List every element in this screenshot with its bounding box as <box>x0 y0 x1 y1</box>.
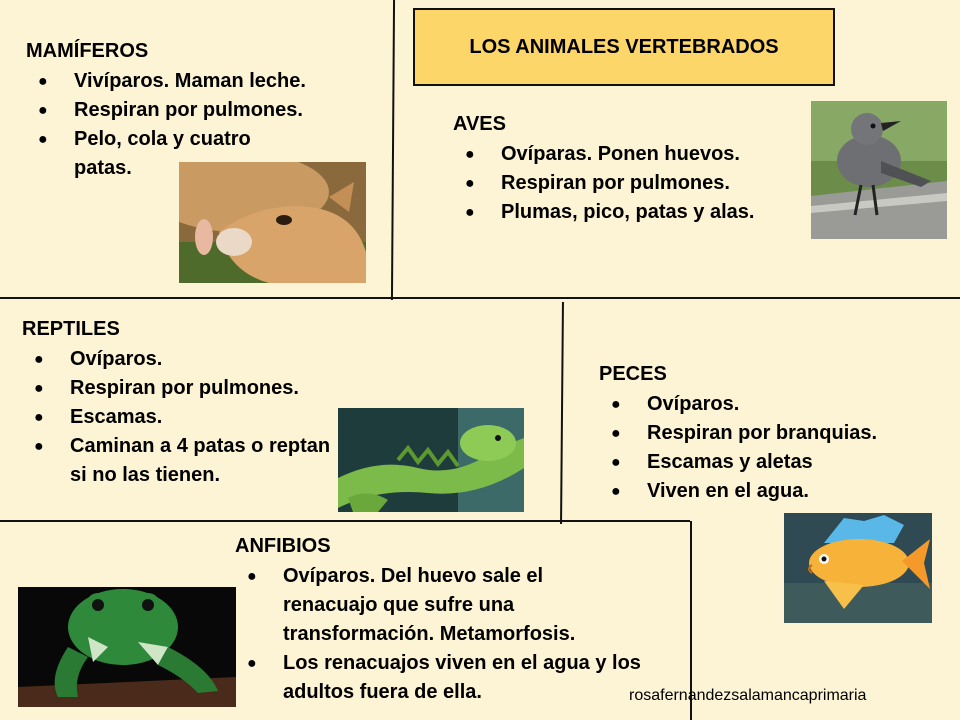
list-item: ● Respiran por branquias. <box>599 419 959 448</box>
list-item: ● Plumas, pico, patas y alas. <box>453 198 833 227</box>
section-reptiles <box>22 317 362 490</box>
list-item: ● Respiran por pulmones. <box>453 169 833 198</box>
list-item: ● Ovíparos. Del huevo sale el renacuajo que sufre una transformación. Metamorfosis. <box>235 562 643 649</box>
bullet-icon: ● <box>247 655 257 672</box>
section-peces <box>599 362 959 506</box>
section-anfibios <box>235 534 675 707</box>
bullet-icon: ● <box>34 438 44 455</box>
list-item: ● Pelo, cola y cuatro patas. <box>26 125 294 183</box>
bullet-icon: ● <box>465 146 475 163</box>
calf-nursing-icon <box>179 162 366 283</box>
reptiles-list <box>22 345 362 490</box>
peces-list <box>599 390 959 506</box>
page-title: LOS ANIMALES VERTEBRADOS <box>413 8 835 86</box>
list-item: ● Escamas y aletas <box>599 448 959 477</box>
list-item: ● Ovíparos. <box>22 345 362 374</box>
bullet-icon: ● <box>38 102 48 119</box>
bullet-icon: ● <box>611 483 621 500</box>
bullet-icon: ● <box>611 396 621 413</box>
mamiferos-heading: MAMÍFEROS <box>26 40 149 62</box>
bullet-icon: ● <box>611 454 621 471</box>
bullet-icon: ● <box>34 380 44 397</box>
list-item: ● Ovíparas. Ponen huevos. <box>453 140 833 169</box>
section-aves <box>453 112 833 227</box>
bullet-icon: ● <box>38 131 48 148</box>
list-item: ● Vivíparos. Maman leche. <box>26 67 386 96</box>
aves-list <box>453 140 833 227</box>
aves-heading: AVES <box>453 113 506 135</box>
list-item: ● Ovíparos. <box>599 390 959 419</box>
reptiles-heading: REPTILES <box>22 318 120 340</box>
frog-icon <box>18 587 236 707</box>
list-item: ● Viven en el agua. <box>599 477 959 506</box>
iguana-icon <box>338 408 524 512</box>
fish-icon <box>784 513 932 623</box>
bullet-icon: ● <box>611 425 621 442</box>
bird-icon <box>811 101 947 239</box>
bullet-icon: ● <box>38 73 48 90</box>
bullet-icon: ● <box>465 175 475 192</box>
anfibios-list <box>235 562 675 707</box>
list-item: ● Respiran por pulmones. <box>22 374 362 403</box>
divider-horizontal-bottom <box>0 520 690 522</box>
bullet-icon: ● <box>247 568 257 585</box>
bullet-icon: ● <box>34 409 44 426</box>
credit-text: rosafernandezsalamancaprimaria <box>629 687 867 704</box>
list-item: ● Los renacuajos viven en el agua y los adultos fuera de ella. <box>235 649 683 707</box>
anfibios-heading: ANFIBIOS <box>235 535 331 557</box>
divider-vertical-middle <box>560 302 564 524</box>
peces-heading: PECES <box>599 363 667 385</box>
divider-vertical-top <box>391 0 395 300</box>
bullet-icon: ● <box>465 204 475 221</box>
list-item: ● Respiran por pulmones. <box>26 96 386 125</box>
divider-horizontal-middle <box>0 297 960 299</box>
bullet-icon: ● <box>34 351 44 368</box>
list-item: ● Caminan a 4 patas o reptan si no las tienen. <box>22 432 340 490</box>
list-item: ● Escamas. <box>22 403 362 432</box>
